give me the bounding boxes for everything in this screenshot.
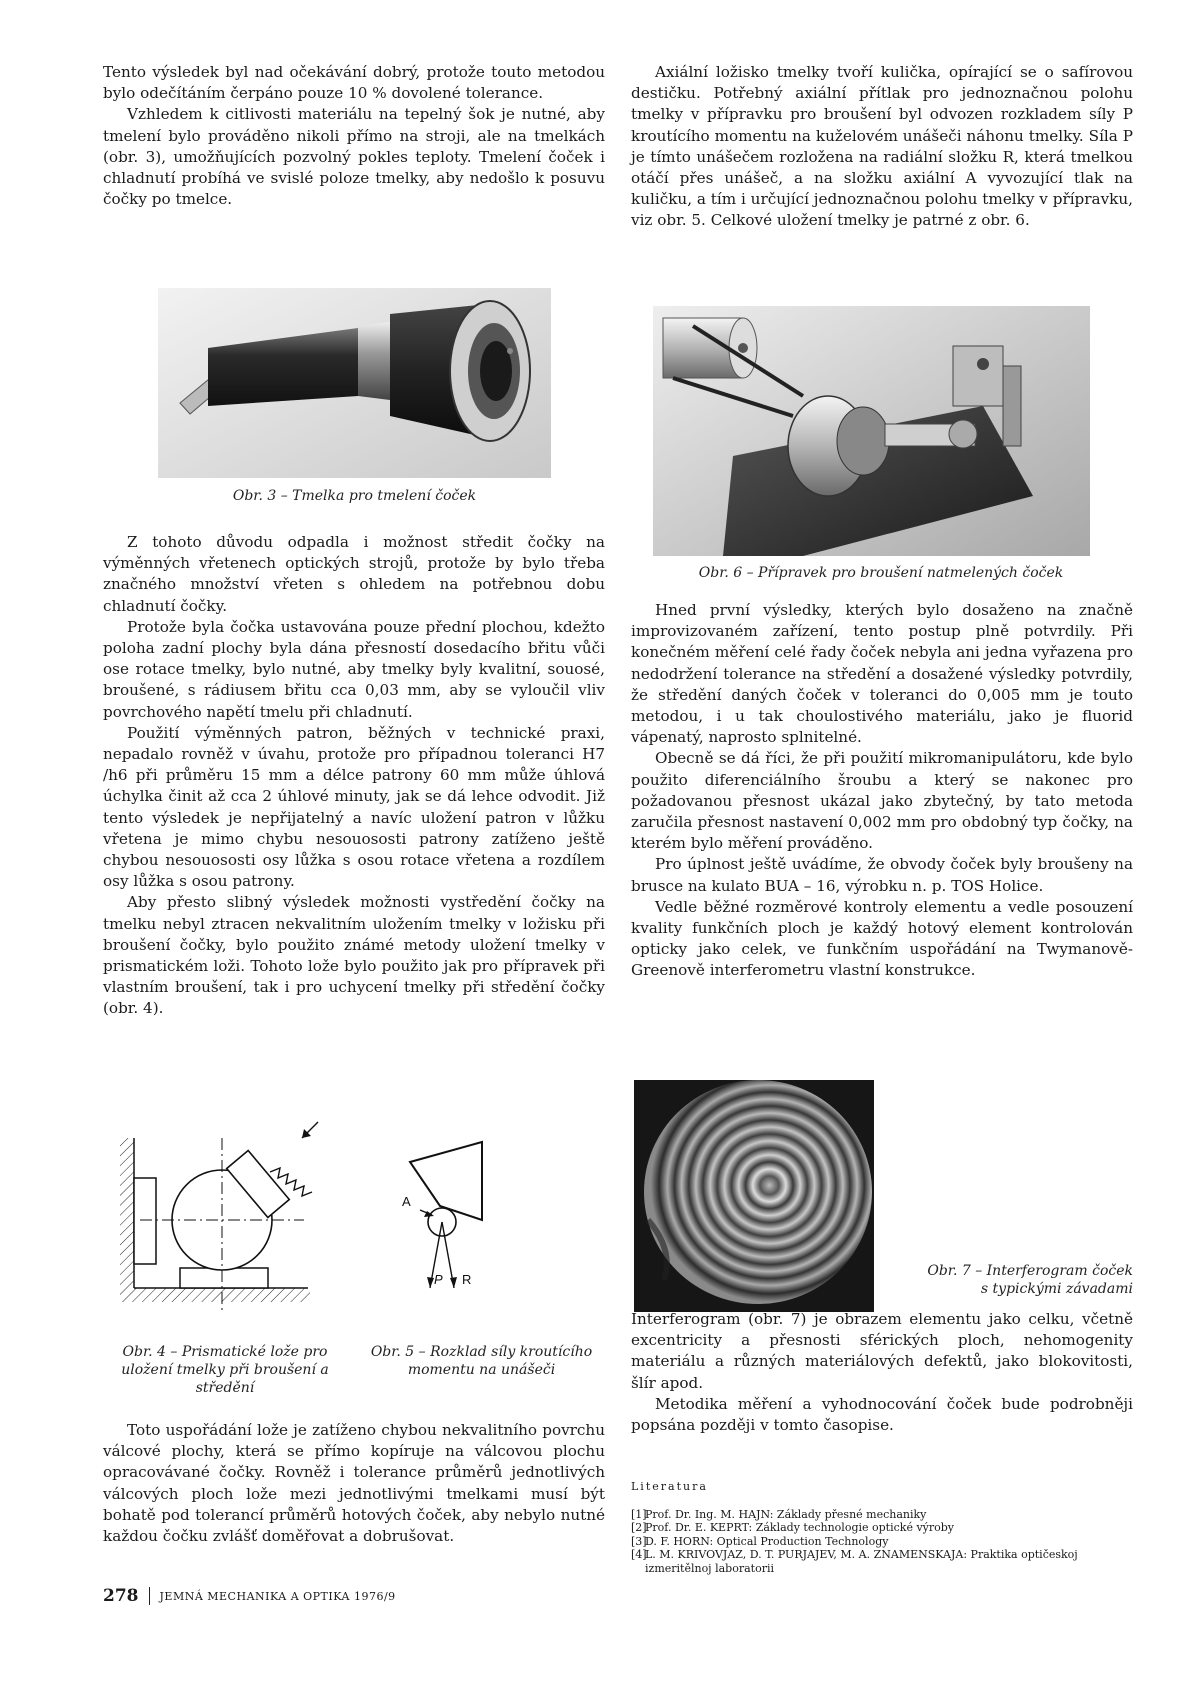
paragraph: Tento výsledek byl nad očekávání dobrý, protože touto metodou bylo odečítáním čerpáno pouze 10 % dovolené tolerance. (103, 63, 605, 103)
page-footer (103, 1586, 396, 1606)
reference-number: [3] (631, 1534, 647, 1548)
figure-5-caption: Obr. 5 – Rozklad síly kroutícího momentu na unášeči (370, 1344, 593, 1378)
fig5-label-r: R (462, 1272, 472, 1287)
paragraph: Hned první výsledky, kterých bylo dosaženo na značně improvizovaném zařízení, tento postup plně potvrdily. Při konečném měření celé řady čoček nebyla ani jedna vyřazena pro nedodržení tolerance na středění a dosažené výsledky potvrdily, že středění daných čoček v toleranci do 0,005 mm je touto metodou, i u tak choulostivého materiálu, jako je fluorid vápenatý, naprosto splnitelné. (631, 601, 1133, 747)
reference-item (631, 1548, 1136, 1575)
text-block-col2-bottom (631, 1309, 1133, 1436)
paragraph: Axiální ložisko tmelky tvoří kulička, opírající se o safírovou destičku. Potřebný axiální přítlak pro jednoznačnou polohu tmelky v přípravku pro broušení byl odvozen rozkladem síly P kroutícího momentu na kuželovém unášeči náhonu tmelky. Síla P je tímto unášečem rozložena na radiální složku R, která tmelkou otáčí přes unášeč, a na složku axiální A vyvozující tlak na kuličku, a tím i určující jednoznačnou polohu tmelky v přípravku, viz obr. 5. Celkové uložení tmelky je patrné z obr. 6. (631, 63, 1133, 230)
paragraph: Metodika měření a vyhodnocování čoček bude podrobněji popsána později v tomto časopise. (631, 1394, 1133, 1435)
figure-3-caption: Obr. 3 – Tmelka pro tmelení čoček (232, 488, 477, 504)
reference-number: [4] (631, 1548, 647, 1561)
figure-4-caption: Obr. 4 – Prismatické lože pro uložení tmelky při broušení a středění (121, 1344, 329, 1396)
figure-6-caption: Obr. 6 – Přípravek pro broušení natmelených čoček (698, 565, 1064, 581)
text-block-col1-middle (103, 532, 605, 1020)
reference-number: [2] (631, 1521, 647, 1534)
reference-text: Prof. Dr. Ing. M. HAJN: Základy přesné mechaniky (645, 1507, 927, 1521)
text-block-col1-bottom (103, 1420, 605, 1547)
fig5-label-a: A (402, 1194, 411, 1209)
paragraph: Použití výměnných patron, běžných v technické praxi, nepadalo rovněž v úvahu, protože pro případnou toleranci H7 /h6 při průměru 15 mm a délce patrony 60 mm může úhlová úchylka činit až cca 2 úhlové minuty, jak se dá lehce odvodit. Již tento výsledek je nepřijatelný a navíc uložení patron v lůžku vřetena je mimo chybu nesouososti patrony zatíženo ještě chybou nesouososti osy lůžka s osou rotace vřetena a rozdílem osy lůžka s osou patrony. (103, 723, 605, 891)
text-block-col2-middle (631, 600, 1133, 982)
reference-item (631, 1535, 1136, 1549)
paragraph: Z tohoto důvodu odpadla i možnost středit čočky na výměnných vřetenech optických strojů, protože by bylo třeba značného množství vřeten s ohledem na potřebnou dobu chladnutí čočky. (103, 533, 605, 615)
paragraph: Pro úplnost ještě uvádíme, že obvody čoček byly broušeny na brusce na kulato BUA – 16, výrobku n. p. TOS Holice. (631, 855, 1133, 895)
text-block-col2-top (631, 62, 1133, 232)
references (631, 1480, 1136, 1575)
reference-text: Prof. Dr. E. KEPRT: Základy technologie optické výroby (645, 1521, 955, 1534)
text-block-col1-top (103, 62, 605, 210)
paragraph: Obecně se dá říci, že při použití mikromanipulátoru, kde bylo použito diferenciálního šroubu a který se nakonec pro požadovanou přesnost ukázal jako zbytečný, by tato metoda zaručila přesnost nastavení 0,002 mm pro obdobný typ čočky, na kterém bylo měření prováděno. (631, 749, 1133, 853)
footer-divider (149, 1587, 150, 1605)
references-heading: Literatura (631, 1480, 708, 1493)
fig5-label-p: P (434, 1272, 443, 1287)
reference-item (631, 1521, 1136, 1535)
figure-7-caption-line-1: Obr. 7 – Interferogram čoček (927, 1263, 1133, 1279)
figure-7-caption-line-2: s typickými závadami (980, 1281, 1133, 1297)
reference-text: D. F. HORN: Optical Production Technology (645, 1534, 889, 1548)
paragraph: Protože byla čočka ustavována pouze přední plochou, kdežto poloha zadní plochy byla dána přesností dosedacího břitu vůči ose rotace tmelky, bylo nutné, aby tmelky byly kvalitní, souosé, broušené, s rádiusem břitu cca 0,03 mm, aby se vyloučil vliv povrchového napětí tmelu při chladnutí. (103, 617, 605, 721)
paragraph: Vedle běžné rozměrové kontroly elementu a vedle posouzení kvality funkčních ploch je každý hotový element kontrolován opticky jako celek, ve funkčním uspořádání na Twymanově-Greenově interferometru vlastní konstrukce. (631, 897, 1133, 980)
figure-7-interferogram (634, 1080, 874, 1312)
figure-4-diagram (118, 1118, 338, 1328)
reference-number: [1] (631, 1507, 647, 1521)
figure-3-photo (158, 288, 551, 478)
paragraph: Toto uspořádání lože je zatíženo chybou nekvalitního povrchu válcové plochy, která se přímo kopíruje na válcovou plochu opracovávané čočky. Rovněž i tolerance průměrů jednotlivých válcových ploch lože mezi jednotlivými tmelkami musí být bohatě pod tolerancí průměrů hotových čoček, aby nebylo nutné každou čočku zvlášť doměřovat a dobrušovat. (103, 1421, 605, 1546)
paragraph: Interferogram (obr. 7) je obrazem elementu jako celku, včetně excentricity a přesnosti sférických ploch, nehomogenity materiálu a různých materiálových defektů, jako blokovitosti, šlír apod. (631, 1310, 1133, 1392)
figure-5-diagram (400, 1138, 540, 1318)
paragraph: Vzhledem k citlivosti materiálu na tepelný šok je nutné, aby tmelení bylo prováděno nikoli přímo na stroji, ale na tmelkách (obr. 3), umožňujících pozvolný pokles teploty. Tmelení čoček i chladnutí probíhá ve svislé poloze tmelky, aby nedošlo k posuvu čočky po tmelce. (103, 105, 605, 209)
journal-name: JEMNÁ MECHANIKA A OPTIKA 1976/9 (159, 1589, 396, 1603)
paragraph: Aby přesto slibný výsledek možnosti vystředění čočky na tmelku nebyl ztracen nekvalitním uložením tmelky v ložisku při broušení čočky, bylo použito známé metody uložení tmelky v prismatickém loži. Tohoto lože bylo použito jak pro přípravek při vlastním broušení, tak i pro uchycení tmelky při středění čočky (obr. 4). (103, 893, 605, 1018)
page-number: 278 (103, 1586, 139, 1606)
reference-item (631, 1508, 1136, 1522)
figure-6-photo (653, 306, 1090, 556)
reference-text: L. M. KRIVOVJAZ, D. T. PURJAJEV, M. A. ZNAMENSKAJA: Praktika optičeskoj izmeritělnoj laboratorii (645, 1548, 1078, 1575)
